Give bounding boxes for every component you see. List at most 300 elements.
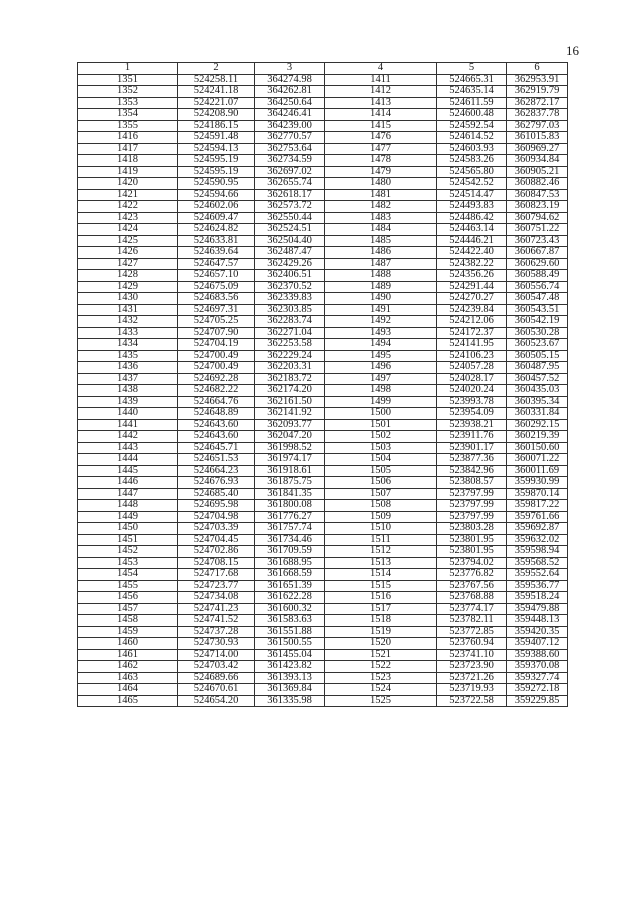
table-cell: 1487 (325, 258, 437, 270)
table-cell: 1507 (325, 488, 437, 500)
table-cell: 359870.14 (507, 488, 568, 500)
table-row (78, 270, 568, 282)
table-row (78, 580, 568, 592)
table-cell: 524356.26 (437, 270, 507, 282)
table-row (78, 511, 568, 523)
table-cell: 1504 (325, 454, 437, 466)
table-cell: 359930.99 (507, 477, 568, 489)
table-cell: 1525 (325, 695, 437, 707)
table-cell: 523794.02 (437, 557, 507, 569)
table-cell: 524654.20 (178, 695, 255, 707)
table-cell: 361583.63 (255, 615, 325, 627)
table-cell: 1419 (78, 166, 178, 178)
table-cell: 524648.89 (178, 408, 255, 420)
table-cell: 524703.42 (178, 661, 255, 673)
table-cell: 1500 (325, 408, 437, 420)
table-row (78, 339, 568, 351)
table-cell: 524212.06 (437, 316, 507, 328)
table-cell: 523801.95 (437, 546, 507, 558)
table-cell: 1499 (325, 396, 437, 408)
table-cell: 1514 (325, 569, 437, 581)
table-cell: 362303.85 (255, 304, 325, 316)
table-cell: 524258.11 (178, 74, 255, 86)
table-cell: 362174.20 (255, 385, 325, 397)
table-cell: 362339.83 (255, 293, 325, 305)
table-cell: 1454 (78, 569, 178, 581)
table-cell: 1483 (325, 212, 437, 224)
table-cell: 1480 (325, 178, 437, 190)
table-cell: 361776.27 (255, 511, 325, 523)
table-row (78, 557, 568, 569)
table-cell: 524028.17 (437, 373, 507, 385)
table-cell: 1503 (325, 442, 437, 454)
table-cell: 362697.02 (255, 166, 325, 178)
table-cell: 524676.93 (178, 477, 255, 489)
table-cell: 1509 (325, 511, 437, 523)
table-row (78, 477, 568, 489)
table-cell: 1512 (325, 546, 437, 558)
table-cell: 359817.22 (507, 500, 568, 512)
table-row (78, 178, 568, 190)
table-cell: 359761.66 (507, 511, 568, 523)
table-cell: 361369.84 (255, 684, 325, 696)
table-row (78, 396, 568, 408)
table-row (78, 431, 568, 443)
table-cell: 359229.85 (507, 695, 568, 707)
table-cell: 1425 (78, 235, 178, 247)
table-cell: 362919.79 (507, 86, 568, 98)
table-cell: 359370.08 (507, 661, 568, 673)
table-cell: 359479.88 (507, 603, 568, 615)
table-cell: 1515 (325, 580, 437, 592)
table-cell: 524590.95 (178, 178, 255, 190)
table-cell: 1521 (325, 649, 437, 661)
table-cell: 360543.51 (507, 304, 568, 316)
table-cell: 524594.66 (178, 189, 255, 201)
table-cell: 1442 (78, 431, 178, 443)
table-header-row (78, 63, 568, 75)
table-cell: 1353 (78, 97, 178, 109)
table-cell: 524689.66 (178, 672, 255, 684)
table-cell: 1435 (78, 350, 178, 362)
page-number: 16 (566, 43, 579, 58)
table-cell: 1430 (78, 293, 178, 305)
table-cell: 1352 (78, 86, 178, 98)
table-cell: 1414 (325, 109, 437, 121)
table-cell: 359448.13 (507, 615, 568, 627)
table-cell: 1455 (78, 580, 178, 592)
table-row (78, 143, 568, 155)
table-cell: 359568.52 (507, 557, 568, 569)
table-row (78, 155, 568, 167)
table-cell: 1517 (325, 603, 437, 615)
table-cell: 524614.52 (437, 132, 507, 144)
table-cell: 524700.49 (178, 362, 255, 374)
table-cell: 362550.44 (255, 212, 325, 224)
table-cell: 360556.74 (507, 281, 568, 293)
table-cell: 524664.76 (178, 396, 255, 408)
table-cell: 361600.32 (255, 603, 325, 615)
table-cell: 1489 (325, 281, 437, 293)
table-cell: 524697.31 (178, 304, 255, 316)
table-cell: 524422.40 (437, 247, 507, 259)
table-row (78, 534, 568, 546)
table-cell: 524657.10 (178, 270, 255, 282)
table-cell: 361393.13 (255, 672, 325, 684)
table-cell: 524675.09 (178, 281, 255, 293)
table-cell: 360530.28 (507, 327, 568, 339)
coordinates-table (77, 62, 568, 707)
table-cell: 524595.19 (178, 166, 255, 178)
table-cell: 524624.82 (178, 224, 255, 236)
table-cell: 523954.09 (437, 408, 507, 420)
table-cell: 524633.81 (178, 235, 255, 247)
table-cell: 364262.81 (255, 86, 325, 98)
table-cell: 360011.69 (507, 465, 568, 477)
table-cell: 359692.87 (507, 523, 568, 535)
table-cell: 524695.98 (178, 500, 255, 512)
table-cell: 362797.03 (507, 120, 568, 132)
table-row (78, 316, 568, 328)
table-cell: 1416 (78, 132, 178, 144)
table-cell: 524382.22 (437, 258, 507, 270)
table-cell: 1524 (325, 684, 437, 696)
table-cell: 523877.36 (437, 454, 507, 466)
table-cell: 1429 (78, 281, 178, 293)
table-cell: 1481 (325, 189, 437, 201)
table-cell: 523767.56 (437, 580, 507, 592)
table-cell: 523782.11 (437, 615, 507, 627)
table-cell: 524708.15 (178, 557, 255, 569)
table-row (78, 373, 568, 385)
table-row (78, 281, 568, 293)
column-header: 3 (255, 63, 325, 75)
table-cell: 524600.48 (437, 109, 507, 121)
table-cell: 360723.43 (507, 235, 568, 247)
table-cell: 1513 (325, 557, 437, 569)
table-cell: 1505 (325, 465, 437, 477)
table-cell: 360292.15 (507, 419, 568, 431)
table-cell: 524639.64 (178, 247, 255, 259)
table-cell: 524514.47 (437, 189, 507, 201)
table-cell: 1457 (78, 603, 178, 615)
table-cell: 524643.60 (178, 431, 255, 443)
table-cell: 523776.82 (437, 569, 507, 581)
table-cell: 524592.54 (437, 120, 507, 132)
table-cell: 362283.74 (255, 316, 325, 328)
table-cell: 1437 (78, 373, 178, 385)
table-cell: 362429.26 (255, 258, 325, 270)
table-cell: 359272.18 (507, 684, 568, 696)
table-cell: 362487.47 (255, 247, 325, 259)
column-header: 4 (325, 63, 437, 75)
table-cell: 1434 (78, 339, 178, 351)
table-cell: 524714.00 (178, 649, 255, 661)
table-cell: 361688.95 (255, 557, 325, 569)
table-cell: 1488 (325, 270, 437, 282)
table-cell: 1451 (78, 534, 178, 546)
table-cell: 523722.58 (437, 695, 507, 707)
table-cell: 360435.03 (507, 385, 568, 397)
table-cell: 524683.56 (178, 293, 255, 305)
table-cell: 1458 (78, 615, 178, 627)
table-cell: 524734.08 (178, 592, 255, 604)
table-cell: 523797.99 (437, 500, 507, 512)
table-cell: 1518 (325, 615, 437, 627)
table-cell: 361668.59 (255, 569, 325, 581)
table-cell: 524670.61 (178, 684, 255, 696)
table-row (78, 523, 568, 535)
table-cell: 523774.17 (437, 603, 507, 615)
table-cell: 1498 (325, 385, 437, 397)
table-cell: 524703.39 (178, 523, 255, 535)
table-cell: 523719.93 (437, 684, 507, 696)
table-cell: 1351 (78, 74, 178, 86)
table-cell: 524682.22 (178, 385, 255, 397)
table-cell: 360905.21 (507, 166, 568, 178)
table-cell: 1510 (325, 523, 437, 535)
table-cell: 360847.53 (507, 189, 568, 201)
table-cell: 360823.19 (507, 201, 568, 213)
table-cell: 362770.57 (255, 132, 325, 144)
table-cell: 524594.13 (178, 143, 255, 155)
table-cell: 1502 (325, 431, 437, 443)
table-row (78, 603, 568, 615)
table-cell: 1422 (78, 201, 178, 213)
table-cell: 524704.19 (178, 339, 255, 351)
table-cell: 523808.57 (437, 477, 507, 489)
column-header: 6 (507, 63, 568, 75)
table-cell: 362655.74 (255, 178, 325, 190)
table-cell: 359632.02 (507, 534, 568, 546)
table-cell: 1497 (325, 373, 437, 385)
table-cell: 523772.85 (437, 626, 507, 638)
table-cell: 1411 (325, 74, 437, 86)
table-cell: 1355 (78, 120, 178, 132)
table-cell: 1523 (325, 672, 437, 684)
table-cell: 360629.60 (507, 258, 568, 270)
table-cell: 361734.46 (255, 534, 325, 546)
table-cell: 524704.98 (178, 511, 255, 523)
table-cell: 362183.72 (255, 373, 325, 385)
column-header: 2 (178, 63, 255, 75)
table-cell: 359327.74 (507, 672, 568, 684)
table-cell: 1520 (325, 638, 437, 650)
table-row (78, 132, 568, 144)
table-cell: 524609.47 (178, 212, 255, 224)
table-cell: 362229.24 (255, 350, 325, 362)
table-cell: 361841.35 (255, 488, 325, 500)
table-row (78, 166, 568, 178)
table-cell: 361875.75 (255, 477, 325, 489)
table-cell: 360882.46 (507, 178, 568, 190)
table-row (78, 500, 568, 512)
table-cell: 362253.58 (255, 339, 325, 351)
table-row (78, 684, 568, 696)
table-cell: 524221.07 (178, 97, 255, 109)
table-cell: 1486 (325, 247, 437, 259)
table-cell: 524635.14 (437, 86, 507, 98)
table-cell: 362271.04 (255, 327, 325, 339)
table-cell: 360969.27 (507, 143, 568, 155)
table-cell: 364246.41 (255, 109, 325, 121)
table-row (78, 224, 568, 236)
table-cell: 364250.64 (255, 97, 325, 109)
table-row (78, 661, 568, 673)
table-cell: 359552.64 (507, 569, 568, 581)
table-cell: 1508 (325, 500, 437, 512)
table-cell: 362837.78 (507, 109, 568, 121)
table-cell: 360751.22 (507, 224, 568, 236)
table-row (78, 189, 568, 201)
table-cell: 1522 (325, 661, 437, 673)
table-cell: 1516 (325, 592, 437, 604)
table-row (78, 442, 568, 454)
table-row (78, 201, 568, 213)
table-cell: 1506 (325, 477, 437, 489)
table-cell: 524647.57 (178, 258, 255, 270)
table-cell: 524591.48 (178, 132, 255, 144)
table-cell: 1427 (78, 258, 178, 270)
table-cell: 523803.28 (437, 523, 507, 535)
table-cell: 1482 (325, 201, 437, 213)
table-cell: 359407.12 (507, 638, 568, 650)
table-cell: 524542.52 (437, 178, 507, 190)
table-row (78, 488, 568, 500)
table-cell: 1432 (78, 316, 178, 328)
table-cell: 1463 (78, 672, 178, 684)
table-cell: 1478 (325, 155, 437, 167)
table-row (78, 362, 568, 374)
table-cell: 523797.99 (437, 511, 507, 523)
table-cell: 1494 (325, 339, 437, 351)
table-cell: 1476 (325, 132, 437, 144)
table-cell: 364239.00 (255, 120, 325, 132)
table-cell: 1459 (78, 626, 178, 638)
table-cell: 1456 (78, 592, 178, 604)
table-cell: 360219.39 (507, 431, 568, 443)
table-cell: 362093.77 (255, 419, 325, 431)
table-cell: 362753.64 (255, 143, 325, 155)
table-cell: 361709.59 (255, 546, 325, 558)
table-cell: 524106.23 (437, 350, 507, 362)
table-cell: 362370.52 (255, 281, 325, 293)
table-cell: 1453 (78, 557, 178, 569)
table-cell: 1428 (78, 270, 178, 282)
table-cell: 362406.51 (255, 270, 325, 282)
table-cell: 1424 (78, 224, 178, 236)
table-cell: 362504.40 (255, 235, 325, 247)
table-cell: 524241.18 (178, 86, 255, 98)
table-cell: 1441 (78, 419, 178, 431)
table-cell: 524700.49 (178, 350, 255, 362)
table-cell: 1417 (78, 143, 178, 155)
table-cell: 1477 (325, 143, 437, 155)
table-cell: 524172.37 (437, 327, 507, 339)
table-cell: 1421 (78, 189, 178, 201)
table-cell: 1443 (78, 442, 178, 454)
table-cell: 523938.21 (437, 419, 507, 431)
table-cell: 524291.44 (437, 281, 507, 293)
table-cell: 523842.96 (437, 465, 507, 477)
table-row (78, 74, 568, 86)
table-cell: 1461 (78, 649, 178, 661)
table-cell: 361651.39 (255, 580, 325, 592)
table-cell: 524602.06 (178, 201, 255, 213)
table-row (78, 695, 568, 707)
table-cell: 360934.84 (507, 155, 568, 167)
table-row (78, 247, 568, 259)
table-cell: 524141.95 (437, 339, 507, 351)
table-row (78, 546, 568, 558)
table-cell: 361974.17 (255, 454, 325, 466)
table-cell: 1449 (78, 511, 178, 523)
table-row (78, 97, 568, 109)
table-cell: 524651.53 (178, 454, 255, 466)
table-row (78, 304, 568, 316)
table-row (78, 120, 568, 132)
table-cell: 524717.68 (178, 569, 255, 581)
table-cell: 1438 (78, 385, 178, 397)
table-cell: 524493.83 (437, 201, 507, 213)
table-cell: 1436 (78, 362, 178, 374)
table-cell: 1431 (78, 304, 178, 316)
table-row (78, 465, 568, 477)
table-cell: 359536.77 (507, 580, 568, 592)
table-row (78, 258, 568, 270)
table-cell: 359598.94 (507, 546, 568, 558)
table-cell: 1492 (325, 316, 437, 328)
table-cell: 362734.59 (255, 155, 325, 167)
table-row (78, 615, 568, 627)
table-cell: 359518.24 (507, 592, 568, 604)
table-cell: 523801.95 (437, 534, 507, 546)
table-cell: 1450 (78, 523, 178, 535)
table-cell: 359388.60 (507, 649, 568, 661)
table-cell: 524595.19 (178, 155, 255, 167)
table-row (78, 592, 568, 604)
table-cell: 524603.93 (437, 143, 507, 155)
table-cell: 360542.19 (507, 316, 568, 328)
table-cell: 524707.90 (178, 327, 255, 339)
table-row (78, 649, 568, 661)
table-cell: 361423.82 (255, 661, 325, 673)
table-cell: 361918.61 (255, 465, 325, 477)
table-cell: 360505.15 (507, 350, 568, 362)
table-cell: 523797.99 (437, 488, 507, 500)
table-cell: 524705.25 (178, 316, 255, 328)
table-cell: 1491 (325, 304, 437, 316)
table-cell: 523768.88 (437, 592, 507, 604)
table-cell: 361455.04 (255, 649, 325, 661)
table-cell: 360150.60 (507, 442, 568, 454)
table-cell: 524057.28 (437, 362, 507, 374)
table-cell: 360331.84 (507, 408, 568, 420)
table-cell: 361800.08 (255, 500, 325, 512)
table-cell: 1465 (78, 695, 178, 707)
table-cell: 1440 (78, 408, 178, 420)
table-cell: 360523.67 (507, 339, 568, 351)
table-cell: 1519 (325, 626, 437, 638)
table-cell: 1511 (325, 534, 437, 546)
table-cell: 524737.28 (178, 626, 255, 638)
table-row (78, 408, 568, 420)
table-cell: 1485 (325, 235, 437, 247)
table-cell: 523723.90 (437, 661, 507, 673)
table-row (78, 672, 568, 684)
table-cell: 524239.84 (437, 304, 507, 316)
table-cell: 360487.95 (507, 362, 568, 374)
